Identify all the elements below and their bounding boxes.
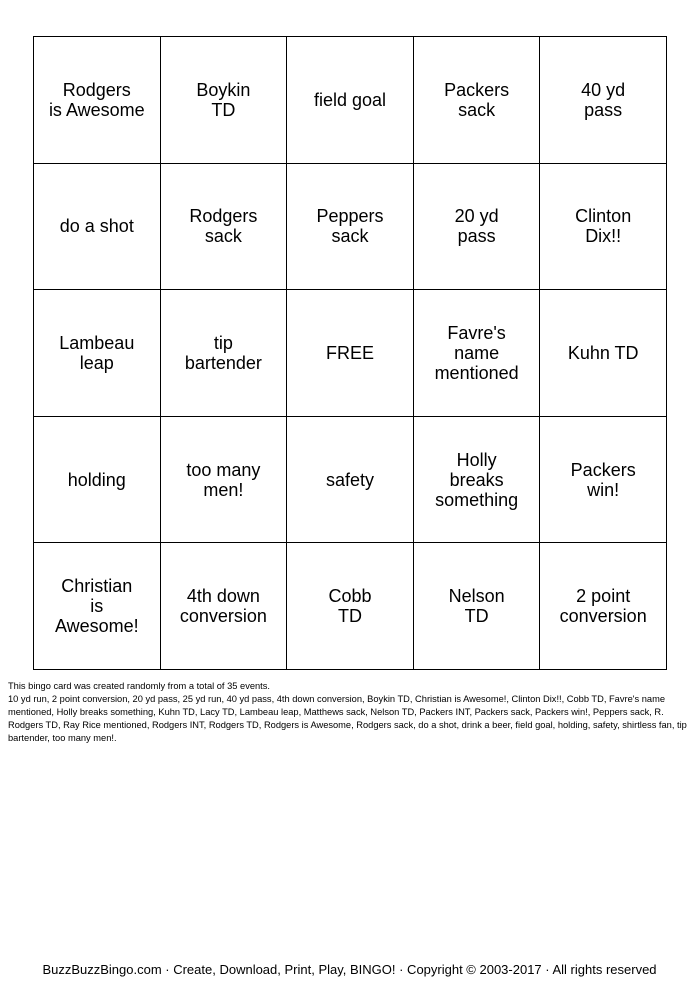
bingo-cell: holding bbox=[34, 417, 161, 544]
bingo-cell: Boykin TD bbox=[161, 37, 288, 164]
footnote-event-list: 10 yd run, 2 point conversion, 20 yd pass, 25 yd run, 40 yd pass, 4th down conversion, Boykin TD, Christian is Awesome!, Clinton Dix!!, Cobb TD, Favre's name mentioned, Holly breaks something, Kuhn TD, Lacy TD, Lambeau leap, Matthews sack, Nelson TD, Packers INT, Packers sack, Packers win!, Peppers sack, R. Rodgers TD, Ray Rice mentioned, Rodgers INT, Rodgers TD, Rodgers is Awesome, Rodgers sack, do a shot, drink a beer, field goal, holding, safety, shirtless fan, tip bartender, too many men!. bbox=[8, 694, 687, 743]
bingo-cell: Nelson TD bbox=[414, 543, 541, 670]
bingo-cell: Packers sack bbox=[414, 37, 541, 164]
bingo-cell: Christian is Awesome! bbox=[34, 543, 161, 670]
bingo-cell: Packers win! bbox=[540, 417, 667, 544]
bingo-cell: Peppers sack bbox=[287, 164, 414, 291]
bingo-cell: 2 point conversion bbox=[540, 543, 667, 670]
bingo-cell: 20 yd pass bbox=[414, 164, 541, 291]
bingo-grid bbox=[33, 36, 667, 670]
bingo-cell: Rodgers is Awesome bbox=[34, 37, 161, 164]
bingo-cell: field goal bbox=[287, 37, 414, 164]
bingo-cell: Kuhn TD bbox=[540, 290, 667, 417]
bingo-cell: too many men! bbox=[161, 417, 288, 544]
card-footnote bbox=[8, 680, 692, 745]
bingo-cell: Clinton Dix!! bbox=[540, 164, 667, 291]
bingo-cell: Favre's name mentioned bbox=[414, 290, 541, 417]
bingo-cell: tip bartender bbox=[161, 290, 288, 417]
bingo-cell: do a shot bbox=[34, 164, 161, 291]
bingo-cell: 40 yd pass bbox=[540, 37, 667, 164]
footnote-intro: This bingo card was created randomly from a total of 35 events. bbox=[8, 681, 270, 691]
page-footer: BuzzBuzzBingo.com · Create, Download, Print, Play, BINGO! · Copyright © 2003-2017 · All rights reserved bbox=[42, 962, 657, 977]
bingo-cell-free: FREE bbox=[287, 290, 414, 417]
bingo-cell: Holly breaks something bbox=[414, 417, 541, 544]
bingo-cell: 4th down conversion bbox=[161, 543, 288, 670]
bingo-cell: Cobb TD bbox=[287, 543, 414, 670]
bingo-cell: Lambeau leap bbox=[34, 290, 161, 417]
bingo-cell: Rodgers sack bbox=[161, 164, 288, 291]
bingo-cell: safety bbox=[287, 417, 414, 544]
